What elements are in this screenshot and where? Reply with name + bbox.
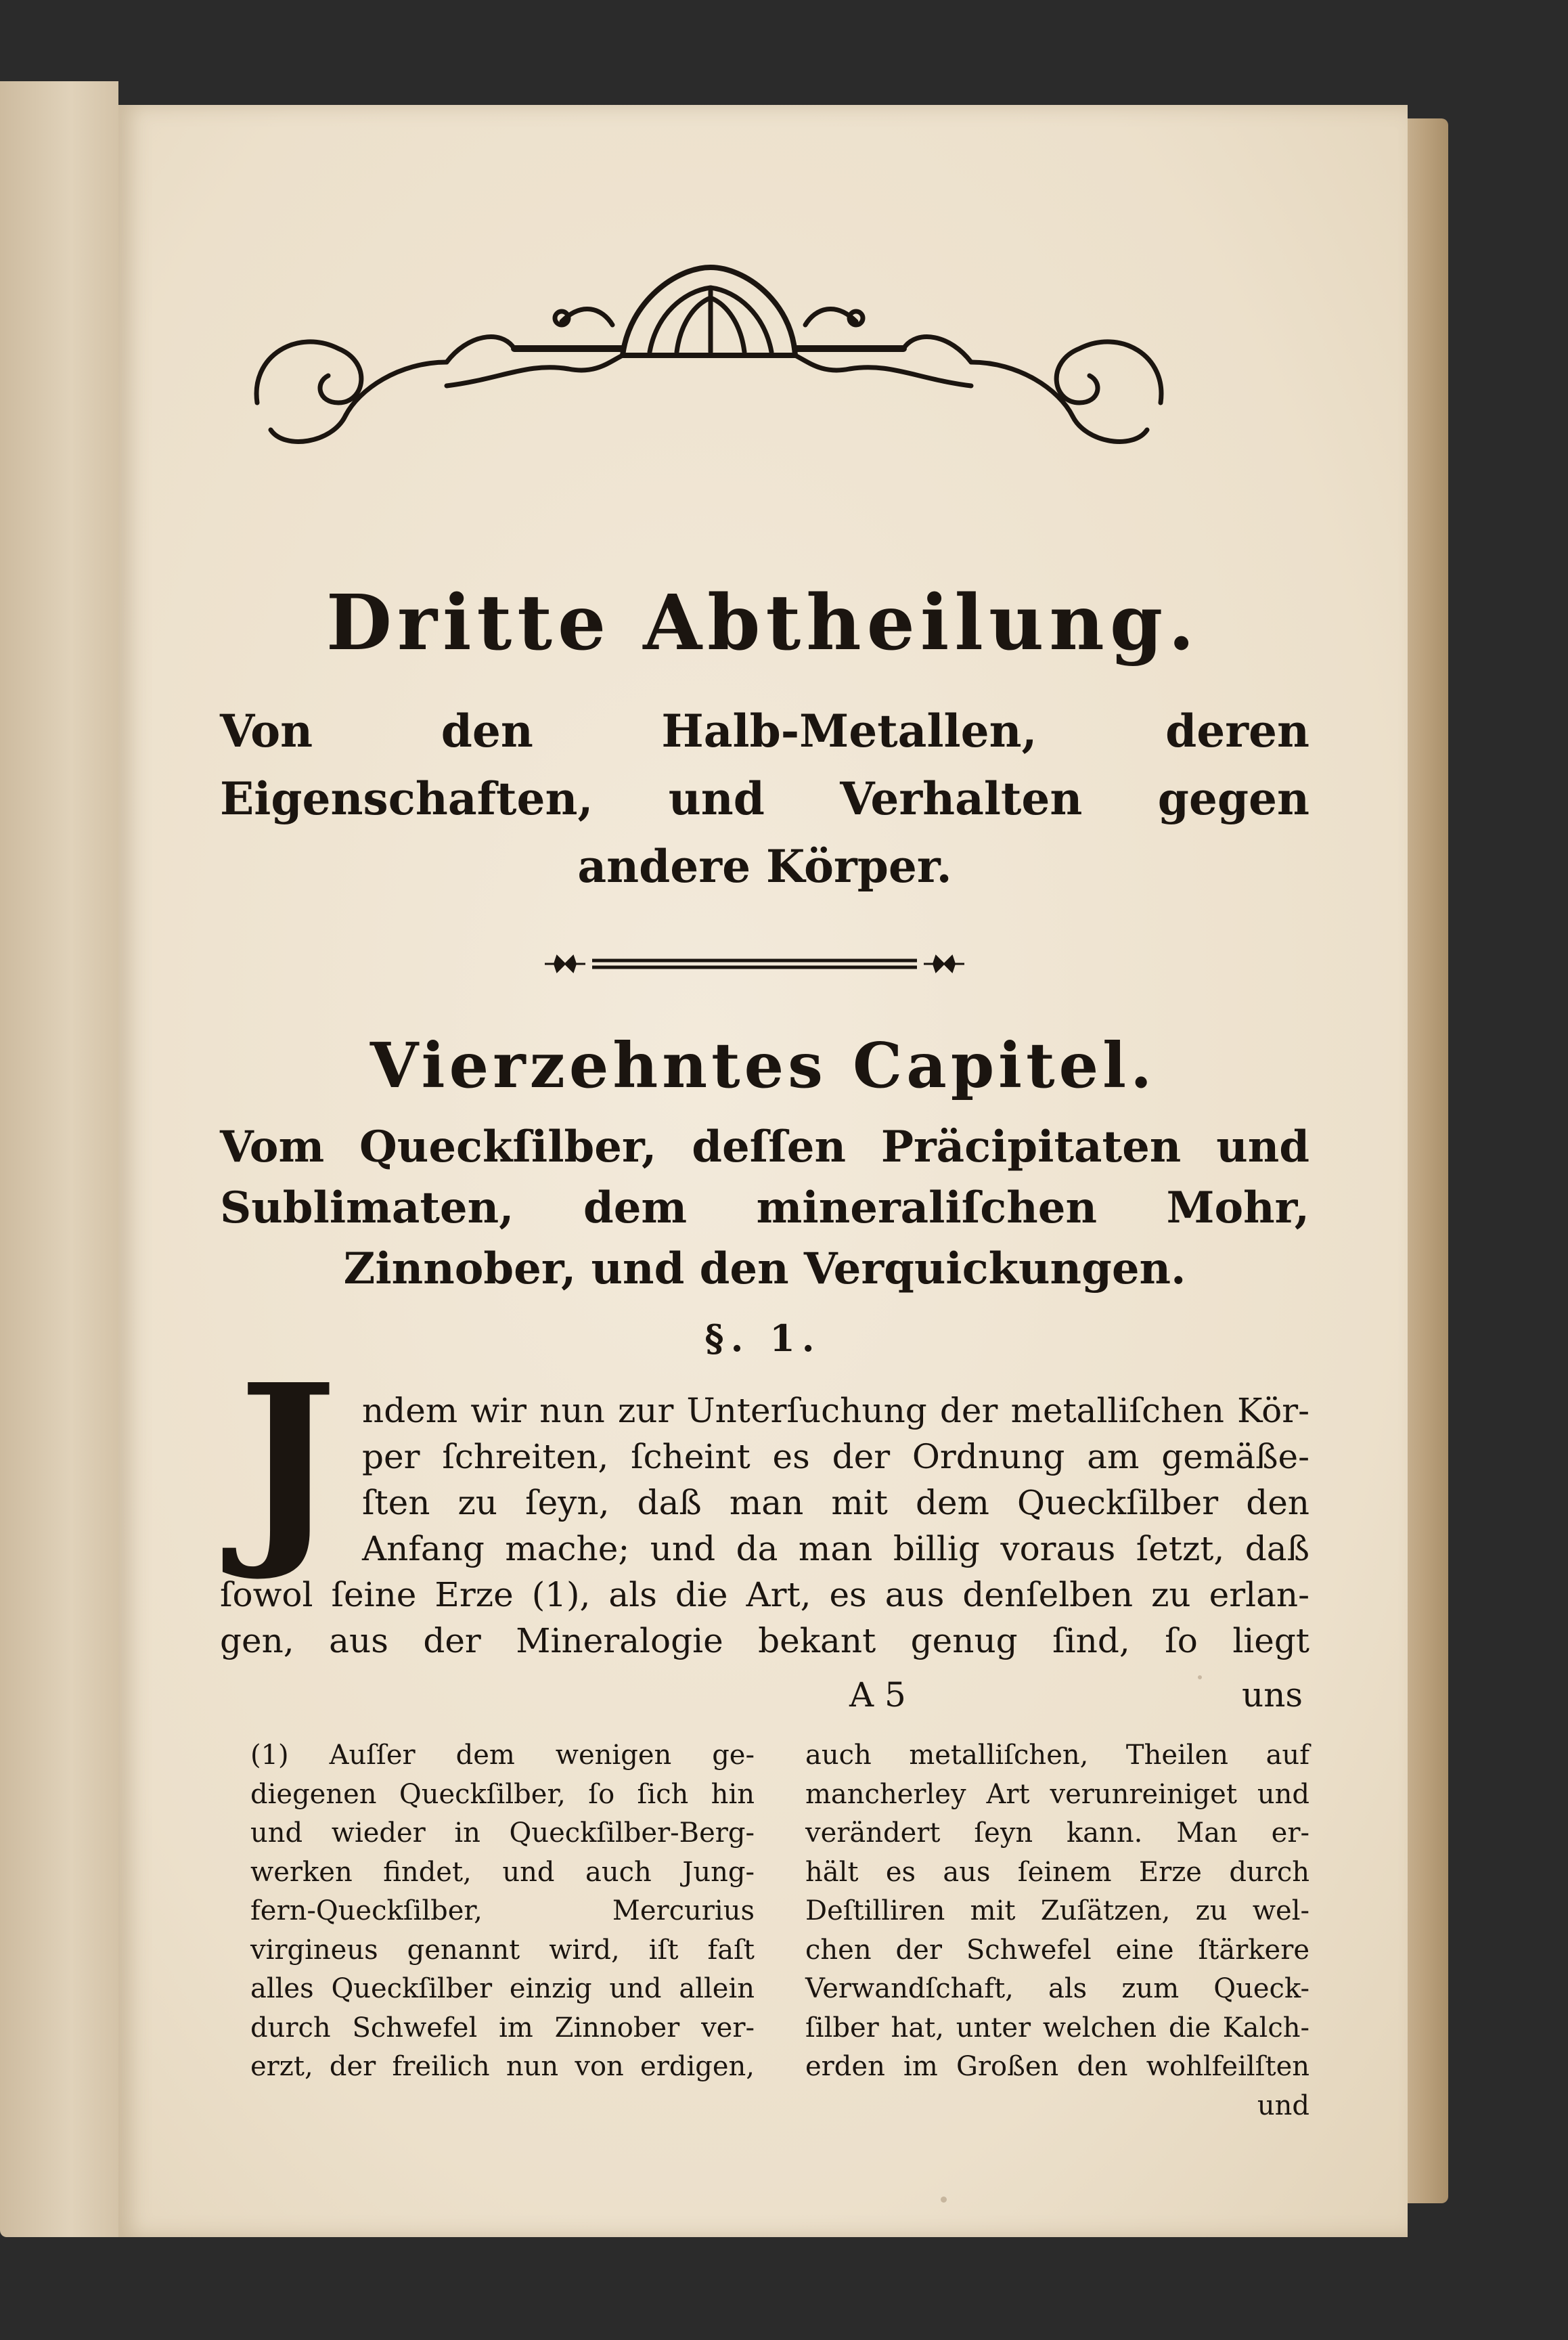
section-mark: §. 1. bbox=[704, 1317, 822, 1360]
body-line: ndem wir nun zur Unterſuchung der metalliſchen Kör- bbox=[362, 1391, 1309, 1430]
body-line: Anfang mache; und da man billig voraus ſetzt, daß bbox=[362, 1529, 1309, 1568]
footnote-column-right bbox=[805, 1736, 1309, 2125]
footnote-line: ſilber hat, unter welchen die Kalch- bbox=[805, 2012, 1309, 2044]
star-rule-divider-icon bbox=[545, 951, 964, 978]
footnote-line: erzt, der freilich nun von erdigen, bbox=[250, 2051, 755, 2082]
footnote-line: Verwandſchaft, als zum Queck- bbox=[805, 1973, 1309, 2004]
footnote-line: (1) Auſſer dem wenigen ge- bbox=[250, 1740, 755, 1771]
footnote-line: und bbox=[1257, 2090, 1309, 2121]
chapter-title: Vierzehntes Capitel. bbox=[369, 1029, 1157, 1102]
rococo-ornament-icon bbox=[244, 261, 1174, 457]
paper-speck bbox=[941, 2196, 947, 2203]
footnote-line: fern-Queckſilber, Mercurius bbox=[250, 1895, 755, 1926]
signature-mark: A 5 bbox=[849, 1675, 906, 1715]
footnote-line: mancherley Art verunreiniget und bbox=[805, 1778, 1309, 1810]
chapter-subtitle: Vom Queckſilber, deſſen Präcipitaten und Sublimaten, dem mineraliſchen Mohr, Zinnober, und den Verquickungen. bbox=[220, 1122, 1309, 1294]
footnote-line: alles Queckſilber einzig und allein bbox=[250, 1973, 755, 2004]
footnote-line: auch metalliſchen, Theilen auf bbox=[805, 1740, 1309, 1771]
body-line: ſten zu ſeyn, daß man mit dem Queckſilber den bbox=[362, 1483, 1309, 1522]
footnote-line: chen der Schwefel eine ſtärkere bbox=[805, 1934, 1309, 1966]
body-line: ſowol ſeine Erze (1), als die Art, es aus denſelben zu erlan- bbox=[220, 1575, 1309, 1614]
footnote-line: Deſtilliren mit Zuſätzen, zu wel- bbox=[805, 1895, 1309, 1926]
body-line: per ſchreiten, ſcheint es der Ordnung am gemäße- bbox=[362, 1437, 1309, 1476]
footnote-line: diegenen Queckſilber, ſo ſich hin bbox=[250, 1778, 755, 1810]
body-line: gen, aus der Mineralogie bekant genug ſind, ſo liegt bbox=[220, 1621, 1309, 1660]
facing-page-edge bbox=[0, 81, 118, 2237]
footnote-column-left bbox=[250, 1736, 755, 2087]
section-subheading: Von den Halb-Metallen, deren Eigenschaften, und Verhalten gegen andere Körper. bbox=[220, 705, 1309, 893]
book-page bbox=[118, 105, 1408, 2237]
footnote-line: durch Schwefel im Zinnober ver- bbox=[250, 2012, 755, 2044]
footnote-line: und wieder in Queckſilber-Berg- bbox=[250, 1817, 755, 1849]
footnote-line: verändert ſeyn kann. Man er- bbox=[805, 1817, 1309, 1849]
drop-cap: J bbox=[238, 1339, 338, 1585]
footnote-line: virgineus genannt wird, iſt faſt bbox=[250, 1934, 755, 1966]
catchword: uns bbox=[1242, 1675, 1303, 1715]
paper-speck bbox=[1198, 1675, 1202, 1679]
footnote-line: hält es aus ſeinem Erze durch bbox=[805, 1856, 1309, 1888]
section-heading: Dritte Abtheilung. bbox=[326, 579, 1201, 667]
footnote-line: werken findet, und auch Jung- bbox=[250, 1856, 755, 1888]
footnote-line: erden im Großen den wohlfeilſten bbox=[805, 2051, 1309, 2082]
